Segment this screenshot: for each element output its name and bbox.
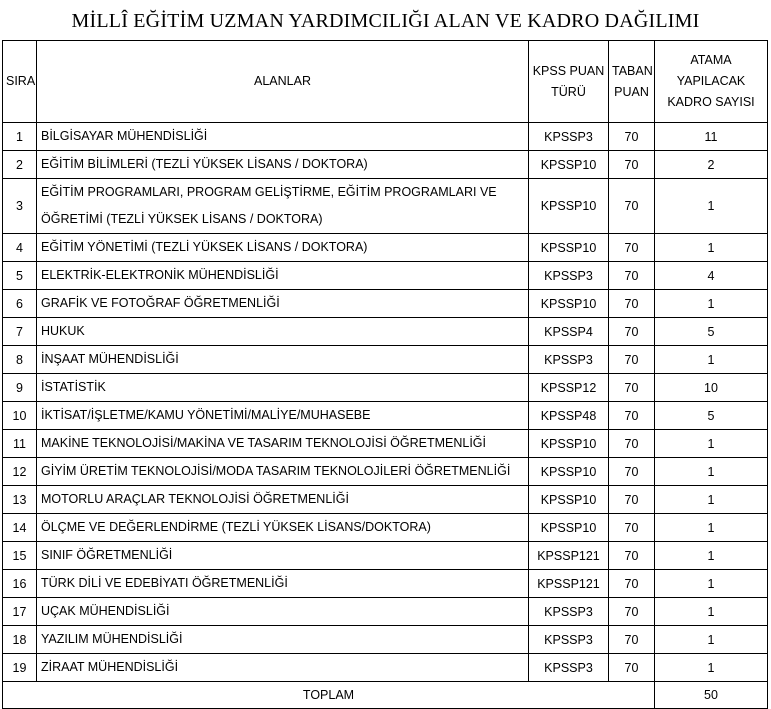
cell-alan: YAZILIM MÜHENDİSLİĞİ — [37, 626, 529, 654]
cell-kpss-puan-turu: KPSSP4 — [529, 318, 609, 346]
cell-sira: 17 — [3, 598, 37, 626]
cell-kadro-sayisi: 1 — [655, 290, 768, 318]
cell-alan: ÖLÇME VE DEĞERLENDİRME (TEZLİ YÜKSEK LİSANS/DOKTORA) — [37, 514, 529, 542]
header-kpss-puan-turu — [529, 41, 609, 123]
cell-alan: İSTATİSTİK — [37, 374, 529, 402]
cell-kpss-puan-turu: KPSSP10 — [529, 290, 609, 318]
cell-kpss-puan-turu: KPSSP121 — [529, 570, 609, 598]
cell-taban-puan: 70 — [609, 486, 655, 514]
cell-alan: EĞİTİM YÖNETİMİ (TEZLİ YÜKSEK LİSANS / DOKTORA) — [37, 234, 529, 262]
table-row — [3, 123, 768, 151]
cell-sira: 15 — [3, 542, 37, 570]
cell-kpss-puan-turu: KPSSP10 — [529, 514, 609, 542]
cell-kpss-puan-turu: KPSSP10 — [529, 430, 609, 458]
header-atama-line2: YAPILACAK — [676, 74, 746, 88]
cell-kpss-puan-turu: KPSSP3 — [529, 262, 609, 290]
staff-allocation-table — [2, 40, 768, 709]
table-row — [3, 318, 768, 346]
cell-kpss-puan-turu: KPSSP10 — [529, 179, 609, 234]
header-atama-line1: ATAMA — [690, 53, 732, 67]
cell-sira: 11 — [3, 430, 37, 458]
header-taban-line1: TABAN — [612, 63, 653, 78]
cell-sira: 10 — [3, 402, 37, 430]
cell-kpss-puan-turu: KPSSP3 — [529, 626, 609, 654]
cell-kadro-sayisi: 1 — [655, 542, 768, 570]
cell-sira: 14 — [3, 514, 37, 542]
table-body — [3, 123, 768, 682]
cell-sira: 12 — [3, 458, 37, 486]
cell-kpss-puan-turu: KPSSP121 — [529, 542, 609, 570]
header-alanlar-label: ALANLAR — [254, 74, 311, 88]
cell-kadro-sayisi: 1 — [655, 626, 768, 654]
table-row — [3, 346, 768, 374]
header-kpss-line2: TÜRÜ — [551, 84, 586, 99]
header-sira — [3, 41, 37, 123]
table-row — [3, 374, 768, 402]
cell-taban-puan: 70 — [609, 290, 655, 318]
document-title: MİLLÎ EĞİTİM UZMAN YARDIMCILIĞI ALAN VE KADRO DAĞILIMI — [71, 10, 700, 32]
header-atama-line3: KADRO SAYISI — [667, 95, 755, 109]
table-row — [3, 179, 768, 234]
cell-sira: 1 — [3, 123, 37, 151]
cell-taban-puan: 70 — [609, 374, 655, 402]
cell-kpss-puan-turu: KPSSP3 — [529, 598, 609, 626]
cell-sira: 2 — [3, 151, 37, 179]
cell-kpss-puan-turu: KPSSP12 — [529, 374, 609, 402]
cell-kadro-sayisi: 1 — [655, 570, 768, 598]
table-row — [3, 654, 768, 682]
header-alanlar — [37, 41, 529, 123]
header-atama-kadro-sayisi — [655, 41, 768, 123]
header-kpss-line1: KPSS PUAN — [532, 63, 605, 78]
cell-kadro-sayisi: 1 — [655, 346, 768, 374]
cell-alan: UÇAK MÜHENDİSLİĞİ — [37, 598, 529, 626]
table-row — [3, 486, 768, 514]
table-row — [3, 234, 768, 262]
cell-kadro-sayisi: 5 — [655, 402, 768, 430]
table-row — [3, 626, 768, 654]
header-taban-puan — [609, 41, 655, 123]
cell-kadro-sayisi: 1 — [655, 430, 768, 458]
cell-sira: 16 — [3, 570, 37, 598]
table-row — [3, 570, 768, 598]
table-row — [3, 430, 768, 458]
cell-kpss-puan-turu: KPSSP10 — [529, 458, 609, 486]
table-row — [3, 402, 768, 430]
header-taban-line2: PUAN — [614, 84, 649, 99]
table-row — [3, 290, 768, 318]
cell-taban-puan: 70 — [609, 598, 655, 626]
table-row — [3, 151, 768, 179]
cell-kadro-sayisi: 1 — [655, 234, 768, 262]
cell-alan: EĞİTİM PROGRAMLARI, PROGRAM GELİŞTİRME, EĞİTİM PROGRAMLARI VE ÖĞRETİMİ (TEZLİ YÜKSEK LİSANS / DOKTORA) — [37, 179, 529, 234]
cell-taban-puan: 70 — [609, 262, 655, 290]
cell-sira: 19 — [3, 654, 37, 682]
cell-taban-puan: 70 — [609, 402, 655, 430]
cell-kpss-puan-turu: KPSSP3 — [529, 346, 609, 374]
table-row — [3, 262, 768, 290]
cell-kpss-puan-turu: KPSSP3 — [529, 654, 609, 682]
cell-kadro-sayisi: 1 — [655, 458, 768, 486]
table-row — [3, 458, 768, 486]
cell-sira: 13 — [3, 486, 37, 514]
cell-kpss-puan-turu: KPSSP10 — [529, 151, 609, 179]
cell-kpss-puan-turu: KPSSP48 — [529, 402, 609, 430]
cell-taban-puan: 70 — [609, 430, 655, 458]
cell-taban-puan: 70 — [609, 123, 655, 151]
cell-kadro-sayisi: 5 — [655, 318, 768, 346]
cell-kpss-puan-turu: KPSSP10 — [529, 234, 609, 262]
cell-kadro-sayisi: 1 — [655, 654, 768, 682]
cell-taban-puan: 70 — [609, 542, 655, 570]
total-label: TOPLAM — [3, 682, 655, 709]
cell-kadro-sayisi: 10 — [655, 374, 768, 402]
cell-alan: MAKİNE TEKNOLOJİSİ/MAKİNA VE TASARIM TEKNOLOJİSİ ÖĞRETMENLİĞİ — [37, 430, 529, 458]
cell-kadro-sayisi: 1 — [655, 179, 768, 234]
cell-taban-puan: 70 — [609, 179, 655, 234]
cell-sira: 7 — [3, 318, 37, 346]
cell-alan: BİLGİSAYAR MÜHENDİSLİĞİ — [37, 123, 529, 151]
cell-sira: 5 — [3, 262, 37, 290]
cell-taban-puan: 70 — [609, 654, 655, 682]
cell-sira: 9 — [3, 374, 37, 402]
table-header-row — [3, 41, 768, 123]
cell-sira: 3 — [3, 179, 37, 234]
cell-alan: HUKUK — [37, 318, 529, 346]
total-row — [3, 682, 768, 709]
cell-alan: ELEKTRİK-ELEKTRONİK MÜHENDİSLİĞİ — [37, 262, 529, 290]
cell-taban-puan: 70 — [609, 151, 655, 179]
cell-alan: SINIF ÖĞRETMENLİĞİ — [37, 542, 529, 570]
cell-kpss-puan-turu: KPSSP3 — [529, 123, 609, 151]
cell-sira: 18 — [3, 626, 37, 654]
cell-taban-puan: 70 — [609, 318, 655, 346]
cell-kadro-sayisi: 1 — [655, 486, 768, 514]
table-row — [3, 514, 768, 542]
table-row — [3, 598, 768, 626]
cell-alan: GİYİM ÜRETİM TEKNOLOJİSİ/MODA TASARIM TEKNOLOJİLERİ ÖĞRETMENLİĞİ — [37, 458, 529, 486]
cell-sira: 4 — [3, 234, 37, 262]
cell-kadro-sayisi: 1 — [655, 598, 768, 626]
cell-alan: MOTORLU ARAÇLAR TEKNOLOJİSİ ÖĞRETMENLİĞİ — [37, 486, 529, 514]
cell-taban-puan: 70 — [609, 346, 655, 374]
cell-alan: İKTİSAT/İŞLETME/KAMU YÖNETİMİ/MALİYE/MUHASEBE — [37, 402, 529, 430]
total-value: 50 — [655, 682, 768, 709]
table-row — [3, 542, 768, 570]
cell-alan: TÜRK DİLİ VE EDEBİYATI ÖĞRETMENLİĞİ — [37, 570, 529, 598]
cell-kadro-sayisi: 4 — [655, 262, 768, 290]
cell-sira: 6 — [3, 290, 37, 318]
cell-sira: 8 — [3, 346, 37, 374]
cell-kadro-sayisi: 11 — [655, 123, 768, 151]
cell-kpss-puan-turu: KPSSP10 — [529, 486, 609, 514]
cell-alan: ZİRAAT MÜHENDİSLİĞİ — [37, 654, 529, 682]
cell-kadro-sayisi: 1 — [655, 514, 768, 542]
header-sira-label: SIRA — [6, 74, 36, 88]
cell-taban-puan: 70 — [609, 626, 655, 654]
cell-taban-puan: 70 — [609, 458, 655, 486]
cell-taban-puan: 70 — [609, 570, 655, 598]
cell-alan: GRAFİK VE FOTOĞRAF ÖĞRETMENLİĞİ — [37, 290, 529, 318]
cell-alan: İNŞAAT MÜHENDİSLİĞİ — [37, 346, 529, 374]
cell-kadro-sayisi: 2 — [655, 151, 768, 179]
cell-taban-puan: 70 — [609, 514, 655, 542]
cell-taban-puan: 70 — [609, 234, 655, 262]
cell-alan: EĞİTİM BİLİMLERİ (TEZLİ YÜKSEK LİSANS / DOKTORA) — [37, 151, 529, 179]
